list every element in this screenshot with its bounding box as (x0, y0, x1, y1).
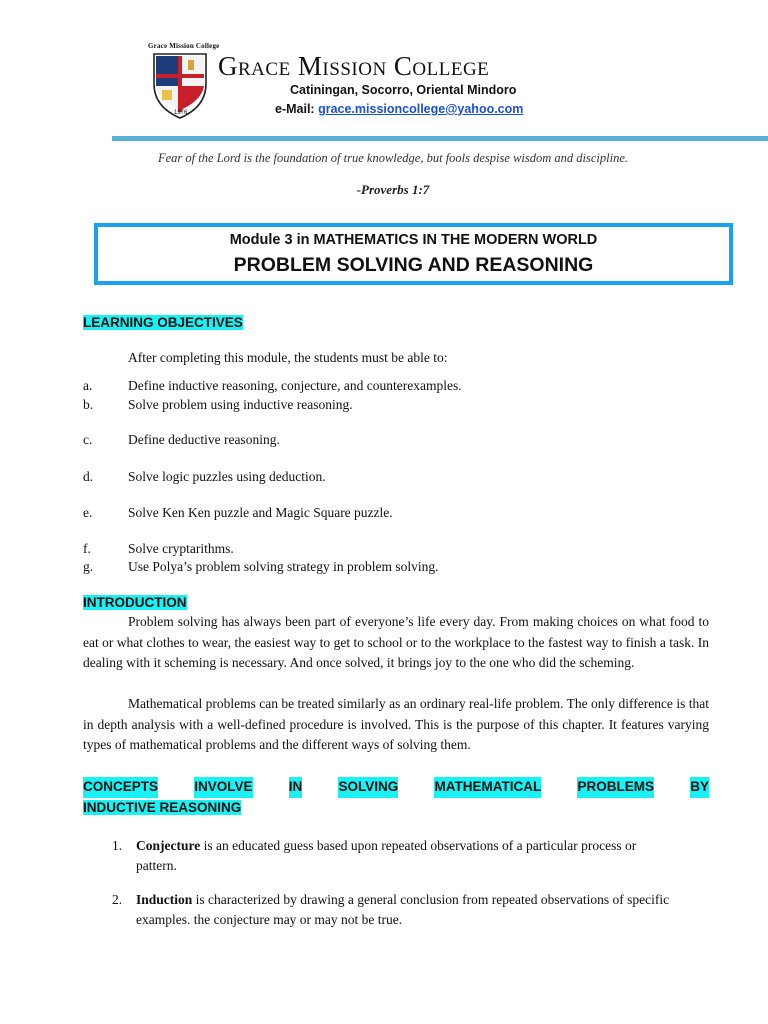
learning-objectives-heading (83, 315, 243, 330)
module-title: PROBLEM SOLVING AND REASONING (233, 254, 594, 276)
heading-highlight: INDUCTIVE REASONING (83, 799, 242, 815)
objective-item (83, 397, 703, 413)
objective-item (83, 378, 703, 394)
email-label: e-Mail: (275, 102, 315, 116)
concept-number: 2. (112, 892, 123, 907)
concepts-heading-line-1 (83, 777, 709, 798)
heading-word: MATHEMATICAL (434, 777, 541, 798)
heading-highlight: LEARNING OBJECTIVES (83, 315, 243, 330)
concept-item (112, 836, 672, 875)
concept-text: is characterized by drawing a general conclusion from repeated observations of specific examples. the conjecture may or may not be true. (136, 892, 670, 927)
objective-marker: d. (83, 469, 94, 484)
objective-item (83, 505, 703, 521)
objective-marker: e. (83, 505, 93, 520)
concept-term: Induction (136, 892, 193, 907)
college-address: Catiningan, Socorro, Oriental Mindoro (290, 83, 517, 97)
objective-marker: f. (83, 541, 91, 556)
heading-highlight: INTRODUCTION (83, 595, 187, 610)
objective-marker: a. (83, 378, 93, 393)
objective-text: Solve problem using inductive reasoning. (128, 397, 353, 412)
heading-word: INVOLVE (194, 777, 252, 798)
objective-item (83, 559, 703, 575)
heading-word: IN (289, 777, 303, 798)
heading-word: SOLVING (338, 777, 398, 798)
objective-text: Define inductive reasoning, conjecture, and counterexamples. (128, 378, 462, 393)
objective-marker: c. (83, 432, 93, 447)
objective-item (83, 541, 703, 557)
concept-text: is an educated guess based upon repeated observations of a particular process or pattern. (136, 838, 637, 873)
college-seal-text: Grace Mission College (148, 42, 220, 50)
heading-word: PROBLEMS (577, 777, 654, 798)
concepts-heading-line-2 (83, 798, 709, 819)
college-logo (148, 40, 212, 120)
concept-number: 1. (112, 838, 123, 853)
concepts-heading (83, 777, 709, 818)
bible-citation: -Proverbs 1:7 (356, 182, 430, 197)
college-name: Grace Mission College (218, 51, 490, 81)
college-email (275, 102, 523, 116)
introduction-heading (83, 595, 187, 610)
objective-text: Use Polya’s problem solving strategy in problem solving. (128, 559, 439, 574)
objective-item (83, 469, 703, 485)
module-subtitle: Module 3 in MATHEMATICS IN THE MODERN WORLD (229, 232, 598, 248)
objectives-intro: After completing this module, the students must be able to: (128, 350, 448, 365)
introduction-paragraph-1: Problem solving has always been part of everyone’s life every day. From making choices on what food to eat or what clothes to wear, the easiest way to get to school or to the workplace to the fastest way to finish a task. In dealing with it scheming is necessary. And once solved, it brings joy to the one who did the scheming. (83, 614, 709, 670)
concept-item (112, 890, 672, 929)
bible-quote: Fear of the Lord is the foundation of true knowledge, but fools despise wisdom and discipline. (158, 151, 628, 165)
concept-term: Conjecture (136, 838, 201, 853)
objective-marker: b. (83, 397, 94, 412)
objective-text: Define deductive reasoning. (128, 432, 280, 447)
objective-text: Solve cryptarithms. (128, 541, 234, 556)
objective-text: Solve Ken Ken puzzle and Magic Square puzzle. (128, 505, 393, 520)
heading-word: CONCEPTS (83, 777, 158, 798)
introduction-paragraph-2: Mathematical problems can be treated similarly as an ordinary real-life problem. The only difference is that in depth analysis with a well-defined procedure is involved. This is the purpose of this chapter. It features varying types of mathematical problems and the different ways of solving them. (83, 696, 709, 752)
header-divider (112, 136, 768, 141)
heading-word: BY (690, 777, 709, 798)
email-link[interactable]: grace.missioncollege@yahoo.com (318, 102, 524, 116)
concept-body (136, 836, 672, 875)
objective-marker: g. (83, 559, 94, 574)
concept-body (136, 890, 672, 929)
objective-item (83, 432, 703, 448)
objective-text: Solve logic puzzles using deduction. (128, 469, 326, 484)
college-seal-year: 1976 (174, 110, 188, 116)
